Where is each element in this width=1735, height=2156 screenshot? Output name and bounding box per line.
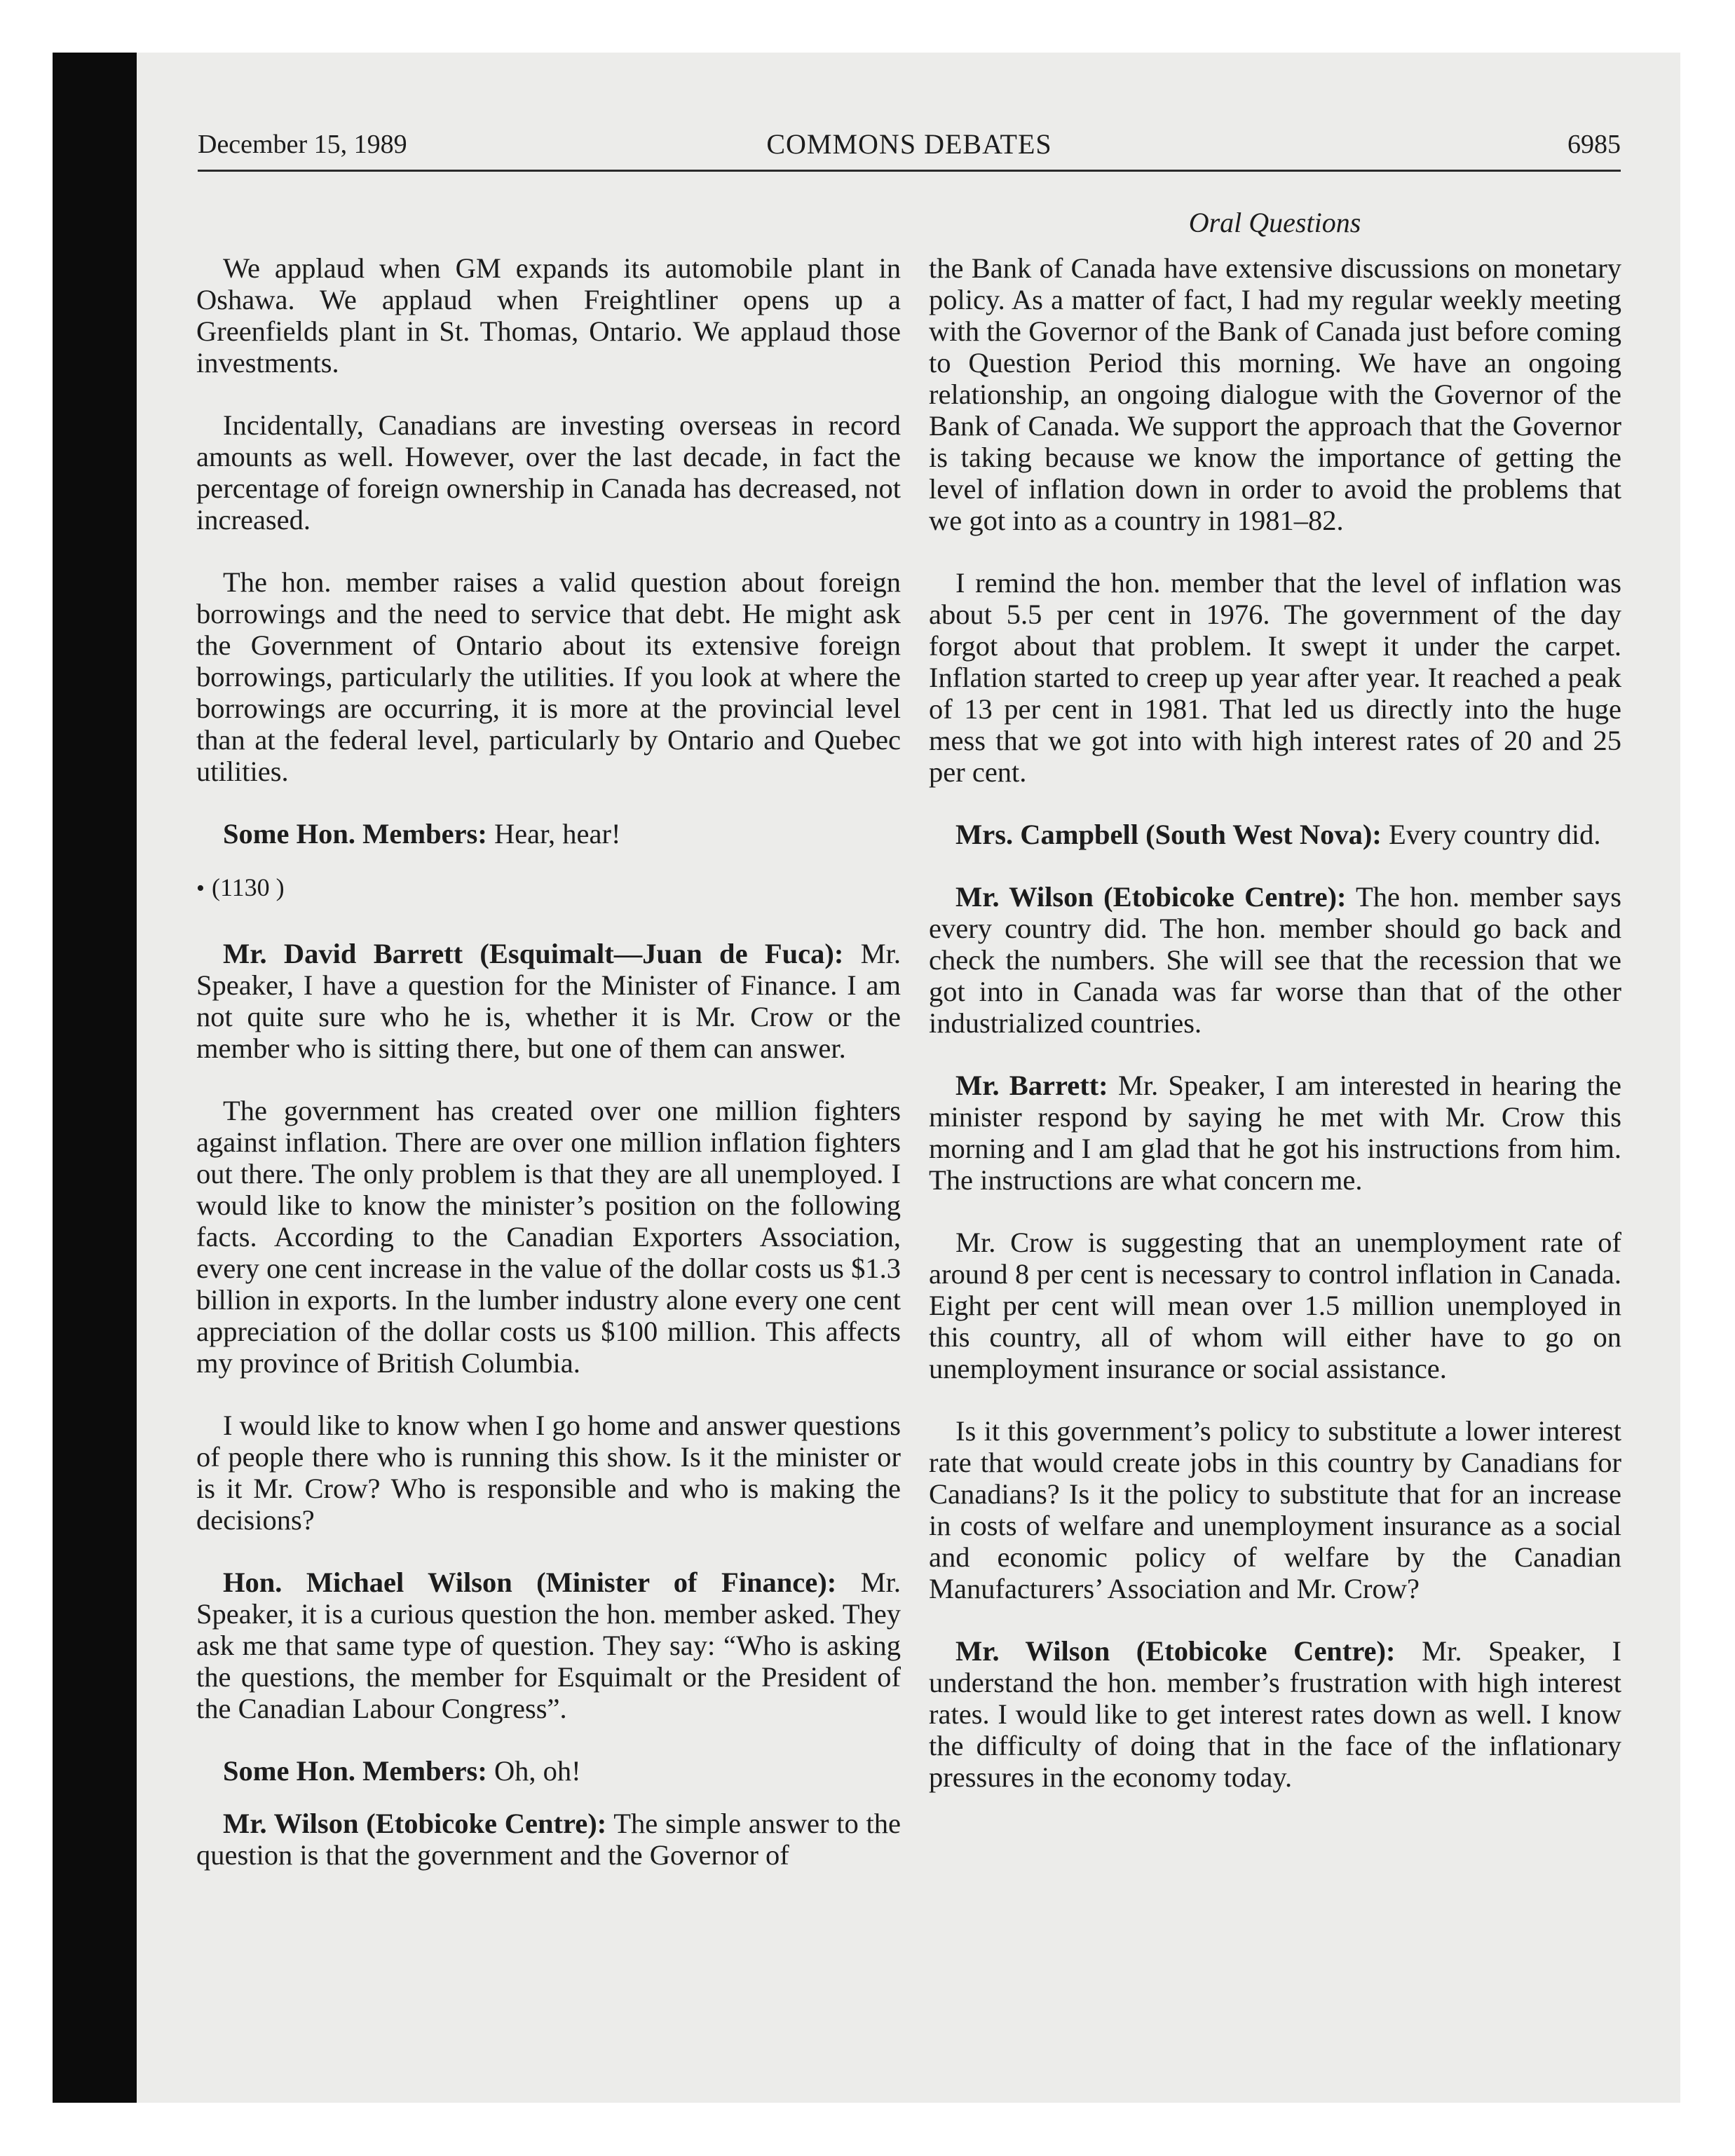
paragraph-text: Mr. Speaker, it is a curious question the hon. member asked. They ask me that same type of question. They say: “Who is asking the questions, the member for Esquimalt or the President of the Canadian Labour Congress”. [196,1567,901,1724]
paragraph [196,1808,901,1871]
time-marker [196,871,901,904]
paragraph [929,881,1621,1039]
paragraph [196,1410,901,1536]
header-page-number: 6985 [1567,130,1621,159]
paragraph-text: I would like to know when I go home and answer questions of people there who is running this show. Is it the minister or is it Mr. Crow? Who is responsible and who is making the decisions? [196,1410,901,1536]
paragraph [929,1415,1621,1604]
paragraph [929,819,1621,850]
paragraph [929,1070,1621,1196]
paragraph-text: Mr. Crow is suggesting that an unemployment rate of around 8 per cent is necessary to control inflation in Canada. Eight per cent will mean over 1.5 million unemployed in this country, all of whom will either have to go on unemployment insurance or social assistance. [929,1227,1621,1384]
speaker-name: Mr. Wilson (Etobicoke Centre): [223,1808,607,1839]
speaker-name: Mrs. Campbell (South West Nova): [955,819,1382,850]
header-date: December 15, 1989 [198,130,407,159]
speaker-name: Some Hon. Members: [223,1755,487,1787]
paragraph [196,1567,901,1724]
header-title: COMMONS DEBATES [766,128,1052,160]
paragraph-text: Mr. Speaker, I understand the hon. member’s frustration with high interest rates. I would like to get interest rates down as well. I know the difficulty of doing that in the face of the inflationary pressures in the economy today. [929,1635,1621,1793]
paragraph [196,409,901,535]
paragraph [196,1755,901,1787]
time-stamp: (1130 ) [212,873,285,901]
paragraph [929,1635,1621,1793]
running-header [198,123,1621,172]
paragraph-text: The government has created over one million fighters against inflation. There are over one million inflation fighters out there. The only problem is that they are all unemployed. I would like to know the minister’s position on the following facts. According to the Canadian Exporters Association, every one cent increase in the value of the dollar costs us $1.3 billion in exports. In the lumber industry alone every one cent appreciation of the dollar costs us $100 million. This affects my province of British Columbia. [196,1095,901,1379]
paragraph-text: Is it this government’s policy to substitute a lower interest rate that would create jobs in this country by Canadians for Canadians? Is it the policy to substitute that for an increase in costs of welfare and unemployment insurance as a social and economic policy of welfare by the Canadian Manufacturers’ Association and Mr. Crow? [929,1415,1621,1604]
paragraph [196,818,901,850]
paragraph-text: the Bank of Canada have extensive discussions on monetary policy. As a matter of fact, I had my regular weekly meeting with the Governor of the Bank of Canada just before coming to Question Period this morning. We have an ongoing relationship, an ongoing dialogue with the Governor of the Bank of Canada. We support the approach that the Governor is taking because we know the importance of getting the level of inflation down in order to avoid the problems that we got into as a country in 1981–82. [929,252,1621,536]
paragraph [196,938,901,1064]
right-column [929,252,1621,1824]
bullet-icon: • [196,875,205,901]
paragraph-text: Mr. Speaker, I have a question for the Minister of Finance. I am not quite sure who he is, whether it is Mr. Crow or the member who is sitting there, but one of them can answer. [196,938,901,1064]
speaker-name: Mr. Wilson (Etobicoke Centre): [955,1635,1396,1667]
paragraph [929,252,1621,536]
speaker-name: Mr. David Barrett (Esquimalt—Juan de Fuca): [223,938,844,969]
paragraph-text: Every country did. [1389,819,1601,850]
paragraph-text: The simple answer to the question is that the government and the Governor of [196,1808,901,1871]
paragraph-text: The hon. member says every country did. The hon. member should go back and check the numbers. She will see that the recession that we got into in Canada was far worse than that of the other industrialized countries. [929,881,1621,1039]
scan-left-edge [53,53,137,2103]
section-label: Oral Questions [1188,207,1361,238]
left-column [196,252,901,1902]
header-rule [198,170,1621,172]
paragraph [196,566,901,787]
speaker-name: Some Hon. Members: [223,818,487,850]
paragraph [929,567,1621,788]
paragraph-text: Mr. Speaker, I am interested in hearing the minister respond by saying he met with Mr. Crow this morning and I am glad that he got his instructions from him. The instructions are what concern me. [929,1070,1622,1196]
paragraph-text: I remind the hon. member that the level of inflation was about 5.5 per cent in 1976. The government of the day forgot about that problem. It swept it under the carpet. Inflation started to creep up year after year. It reached a peak of 13 per cent in 1981. That led us directly into the huge mess that we got into with high interest rates of 20 and 25 per cent. [929,567,1621,788]
paragraph-text: The hon. member raises a valid question about foreign borrowings and the need to service that debt. He might ask the Government of Ontario about its extensive foreign borrowings, particularly the utilities. If you look at where the borrowings are occurring, it is more at the provincial level than at the federal level, particularly by Ontario and Quebec utilities. [196,566,901,787]
speaker-name: Mr. Wilson (Etobicoke Centre): [955,881,1347,913]
paragraph-text: Oh, oh! [494,1755,581,1787]
paragraph-text: Incidentally, Canadians are investing overseas in record amounts as well. However, over the last decade, in fact the percentage of foreign ownership in Canada has decreased, not increased. [196,409,901,535]
paragraph [196,252,901,378]
paragraph [196,1095,901,1379]
speaker-name: Hon. Michael Wilson (Minister of Finance): [223,1567,837,1598]
speaker-name: Mr. Barrett: [955,1070,1108,1101]
paragraph [929,1227,1621,1384]
paragraph-text: Hear, hear! [494,818,621,850]
paragraph-text: We applaud when GM expands its automobile plant in Oshawa. We applaud when Freightliner opens up a Greenfields plant in St. Thomas, Ontario. We applaud those investments. [196,252,901,378]
